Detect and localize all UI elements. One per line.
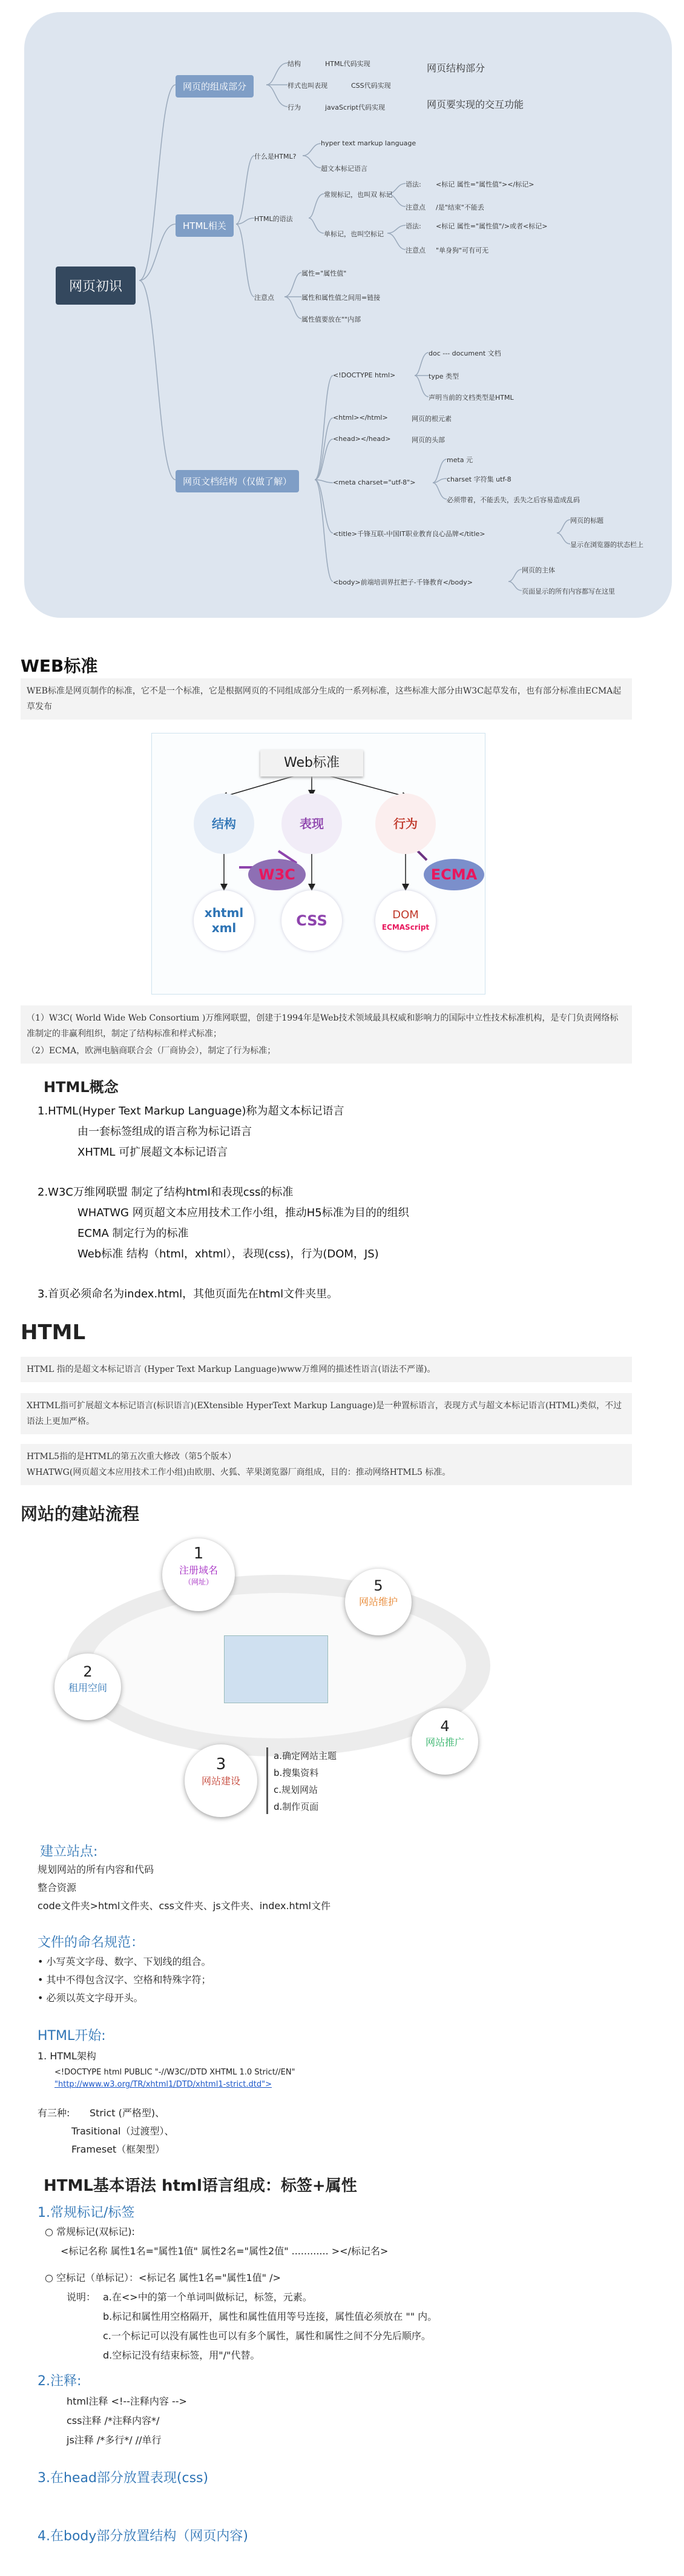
naming-item-1: • 小写英文字母、数字、下划线的组合。: [38, 1956, 211, 1967]
syntax-explain-a: a.在<>中的第一个单词叫做标记，标签，元素。: [103, 2291, 312, 2303]
leaf-title-1: 网页的标题: [570, 517, 603, 525]
diagram-css: CSS: [281, 890, 342, 951]
w3c-paragraph: （1）W3C( World Wide Web Consortium )万维网联盟，创建于1994年是Web技术领域最具权威和影响力的国际中立性技术标准机构，是专门负责网络标准制定的非赢利组织，制定了结构标准和样式标准；: [21, 1005, 632, 1047]
leaf-single-note-k: 注意点: [406, 247, 426, 254]
comment-js: js注释 /*多行*/ //单行: [67, 2434, 162, 2446]
leaf-single: 单标记，也叫空标记: [324, 230, 384, 238]
start-title: HTML开始:: [38, 2028, 106, 2044]
leaf-doctype: <!DOCTYPE html>: [333, 371, 396, 379]
leaf-double-note-v: /是"结束"不能丢: [436, 204, 484, 211]
syntax-explain-label: 说明：: [67, 2291, 96, 2303]
concept-line-1: 1.HTML(Hyper Text Markup Language)称为超文本标记语言: [38, 1105, 344, 1117]
leaf-doctype-3: 声明当前的文档类型是HTML: [429, 394, 514, 402]
flow-step-3: [185, 1744, 257, 1817]
flow-step-5: [345, 1569, 412, 1635]
leaf-title-2: 显示在浏览器的状态栏上: [570, 541, 643, 549]
naming-item-2-text: 其中不得包含汉字、空格和特殊字符；: [46, 1974, 211, 1985]
syntax-sec-4: 4.在body部分放置结构（网页内容): [38, 2529, 248, 2544]
concept-line-2: 由一套标签组成的语言称为标记语言: [77, 1125, 252, 1138]
leaf-what-2: 超文本标记语言: [321, 165, 367, 173]
diagram-w3c: W3C: [248, 859, 306, 890]
diagram-dom: DOM: [392, 909, 419, 921]
flow-item-c: c.规划网站: [274, 1784, 318, 1795]
syntax-double-label: ○ 常规标记(双标记):: [45, 2226, 135, 2237]
leaf-html-tag: <html></html>: [333, 414, 388, 422]
start-type-frameset: Frameset（框架型）: [71, 2144, 165, 2155]
leaf-syntax: HTML的语法: [254, 215, 293, 223]
leaf-attr-2: 属性和属性值之间用=链接: [301, 294, 381, 302]
note-structure: 网页结构部分: [427, 62, 485, 74]
flow-step-2-number: 2: [83, 1663, 93, 1680]
leaf-double: 常规标记，也叫双 标记: [324, 191, 393, 199]
leaf-double-note-k: 注意点: [406, 204, 426, 211]
leaf-what-1: hyper text markup language: [321, 139, 416, 147]
concept-title: HTML概念: [44, 1079, 119, 1096]
comment-css: css注释 /*注释内容*/: [67, 2415, 160, 2426]
flow-screenshot-image: [224, 1635, 328, 1703]
leaf-behavior: 行为: [288, 104, 301, 111]
diagram-top-node: Web标准: [260, 750, 363, 776]
flow-step-1-label: 注册域名: [179, 1564, 218, 1576]
syntax-sec-2: 2.注释:: [38, 2374, 82, 2389]
flow-step-3-number: 3: [215, 1755, 226, 1773]
naming-item-3-text: 必须以英文字母开头。: [46, 1992, 143, 2004]
flow-step-2: [54, 1654, 121, 1720]
start-type-strict: Strict (严格型)、: [90, 2107, 165, 2119]
diagram-behavior: 行为: [375, 793, 436, 854]
syntax-explain-b: b.标记和属性用空格隔开，属性和属性值用等号连接，属性值必须放在 "" 内。: [103, 2311, 438, 2322]
naming-item-3: • 必须以英文字母开头。: [38, 1992, 143, 2004]
leaf-doctype-1: doc --- document 文档: [429, 349, 501, 357]
leaf-meta: <meta charset="utf-8">: [333, 478, 416, 486]
diagram-xhtml: xhtml: [204, 906, 244, 920]
syntax-single-label: ○ 空标记（单标记）：<标记名 属性1名="属性1值" />: [45, 2272, 281, 2283]
note-interaction: 网页要实现的交互功能: [427, 99, 524, 110]
leaf-html-tag-v: 网页的根元素: [412, 415, 452, 423]
flow-step-3-label: 网站建设: [201, 1775, 240, 1787]
branch-components: 网页的组成部分: [176, 75, 254, 98]
build-line-3: code文件夹>html文件夹、css文件夹、js文件夹、index.html文件: [38, 1900, 330, 1912]
concept-line-8: 3.首页必须命名为index.html，其他页面先在html文件夹里。: [38, 1288, 338, 1300]
flow-title: 网站的建站流程: [21, 1504, 140, 1524]
flow-step-3-items: [274, 1747, 337, 1815]
syntax-sec-1: 1.常规标记/标签: [38, 2205, 135, 2220]
build-line-2: 整合资源: [38, 1882, 77, 1893]
leaf-doctype-2: type 类型: [429, 372, 459, 380]
syntax-double-code: <标记名称 属性1名="属性1值" 属性2名="属性2值" ............ ></标记名>: [61, 2245, 389, 2257]
naming-item-1-text: 小写英文字母、数字、下划线的组合。: [46, 1956, 211, 1967]
syntax-title: HTML基本语法 html语言组成：标签+属性: [44, 2177, 357, 2195]
leaf-double-syntax-v: <标记 属性="属性值"></标记>: [436, 180, 534, 188]
naming-item-2: • 其中不得包含汉字、空格和特殊字符；: [38, 1974, 211, 1985]
leaf-body-2: 页面显示的所有内容都写在这里: [522, 588, 615, 595]
build-line-1: 规划网站的所有内容和代码: [38, 1864, 154, 1875]
html-quote-2: XHTML指可扩展超文本标记语言(标识语言)(EXtensible HyperText Markup Language)是一种置标语言，表现方式与超文本标记语言(HTML)类似，不过语法上更加严格。: [21, 1393, 632, 1434]
syntax-single-text: 空标记（单标记）：<标记名 属性1名="属性1值" />: [56, 2272, 281, 2283]
comment-html: html注释 <!--注释内容 -->: [67, 2396, 187, 2407]
diagram-structure: 结构: [194, 793, 254, 854]
mindmap-root: 网页初识: [56, 267, 136, 305]
flow-item-d: d.制作页面: [274, 1801, 319, 1812]
leaf-what-html: 什么是HTML?: [254, 153, 297, 161]
leaf-meta-3: 必须带着，不能丢失，丢失之后容易造成乱码: [447, 496, 580, 504]
syntax-explain-d: d.空标记没有结束标签，用"/"代替。: [103, 2349, 260, 2361]
diagram-xml: xml: [211, 921, 237, 935]
diagram-ecmascript: ECMAScript: [381, 923, 430, 932]
leaf-single-syntax-v: <标记 属性="属性值"/>或者<标记>: [436, 222, 548, 230]
concept-line-3: XHTML 可扩展超文本标记语言: [77, 1146, 228, 1159]
start-three-label: 有三种:: [38, 2107, 70, 2119]
start-line-1: 1. HTML架构: [38, 2050, 96, 2062]
concept-line-6: ECMA 制定行为的标准: [77, 1227, 189, 1240]
diagram-ecma: ECMA: [424, 859, 484, 890]
start-type-trasitional: Trasitional（过渡型）、: [71, 2125, 174, 2137]
syntax-double-text: 常规标记(双标记):: [56, 2226, 135, 2237]
flow-item-b: b.搜集资料: [274, 1767, 319, 1778]
branch-doc-structure: 网页文档结构（仅做了解）: [176, 470, 299, 492]
leaf-body: <body>前端培训界扛把子-千锋教育</body>: [333, 578, 473, 586]
flow-item-a: a.确定网站主题: [274, 1750, 337, 1761]
diagram-presentation: 表现: [281, 793, 342, 854]
leaf-attr-1: 属性="属性值": [301, 270, 347, 277]
start-dtd-link[interactable]: "http://www.w3.org/TR/xhtml1/DTD/xhtml1-strict.dtd">: [54, 2080, 272, 2089]
flow-step-4-label: 网站推广: [425, 1737, 464, 1748]
leaf-style-value: CSS代码实现: [351, 82, 391, 90]
leaf-title: <title>千锋互联-中国IT职业教育良心品牌</title>: [333, 530, 485, 538]
leaf-structure: 结构: [288, 60, 301, 68]
build-title: 建立站点:: [40, 1844, 98, 1859]
concept-line-7: Web标准 结构（html，xhtml），表现(css)，行为(DOM，JS): [77, 1248, 379, 1260]
flow-step-4-number: 4: [440, 1718, 450, 1735]
start-doctype: <!DOCTYPE html PUBLIC "-//W3C//DTD XHTML 1.0 Strict//EN": [54, 2068, 295, 2077]
branch-html: HTML相关: [176, 214, 234, 237]
flow-step-3-bracket: [266, 1747, 268, 1814]
leaf-head-tag-v: 网页的头部: [412, 436, 445, 444]
flow-step-1-number: 1: [193, 1545, 204, 1563]
flow-step-2-label: 租用空间: [68, 1682, 107, 1694]
leaf-behavior-value: javaScript代码实现: [325, 104, 385, 111]
syntax-sec-3: 3.在head部分放置表现(css): [38, 2471, 209, 2486]
flow-step-5-number: 5: [373, 1577, 383, 1594]
flow-step-4: [412, 1708, 478, 1775]
leaf-body-1: 网页的主体: [522, 566, 555, 574]
html-quote-3: HTML5指的是HTML的第五次重大修改（第5个版本）: [21, 1444, 632, 1465]
leaf-attr-note: 注意点: [254, 294, 274, 302]
leaf-style: 样式也叫表现: [288, 82, 327, 90]
html-title: HTML: [21, 1320, 86, 1345]
leaf-double-syntax-k: 语法:: [406, 180, 421, 188]
leaf-meta-2: charset 字符集 utf-8: [447, 475, 511, 483]
flow-step-1-sub: （网址）: [183, 1578, 213, 1586]
flow-step-5-label: 网站维护: [358, 1596, 398, 1608]
leaf-structure-value: HTML代码实现: [325, 60, 370, 68]
ecma-paragraph: （2）ECMA，欧洲电脑商联合会（厂商协会），制定了行为标准；: [21, 1043, 632, 1064]
web-standard-title: WEB标准: [21, 656, 98, 676]
concept-line-4: 2.W3C万维网联盟 制定了结构html和表现css的标准: [38, 1186, 294, 1199]
html-quote-1: HTML 指的是超文本标记语言 (Hyper Text Markup Language)www万维网的描述性语言(语法不严谨)。: [21, 1357, 632, 1382]
concept-line-5: WHATWG 网页超文本应用技术工作小组，推动H5标准为目的的组织: [77, 1207, 409, 1219]
flow-step-1: [162, 1538, 235, 1611]
leaf-meta-1: meta 元: [447, 456, 473, 464]
web-standard-paragraph: WEB标准是网页制作的标准，它不是一个标准，它是根据网页的不同组成部分生成的一系列标准，这些标准大部分由W3C起草发布，也有部分标准由ECMA起草发布: [21, 678, 632, 720]
leaf-head-tag: <head></head>: [333, 435, 391, 443]
leaf-single-note-v: "单身狗"可有可无: [436, 247, 489, 254]
html-quote-4: WHATWG(网页超文本应用技术工作小组)由欧朋、火狐、苹果浏览器厂商组成，目的：推动网络HTML5 标准。: [21, 1465, 632, 1485]
naming-title: 文件的命名规范：: [38, 1935, 145, 1950]
leaf-attr-3: 属性值要放在""内部: [301, 316, 361, 323]
leaf-single-syntax-k: 语法:: [406, 222, 421, 230]
syntax-explain-c: c.一个标记可以没有属性也可以有多个属性，属性和属性之间不分先后顺序。: [103, 2330, 431, 2342]
